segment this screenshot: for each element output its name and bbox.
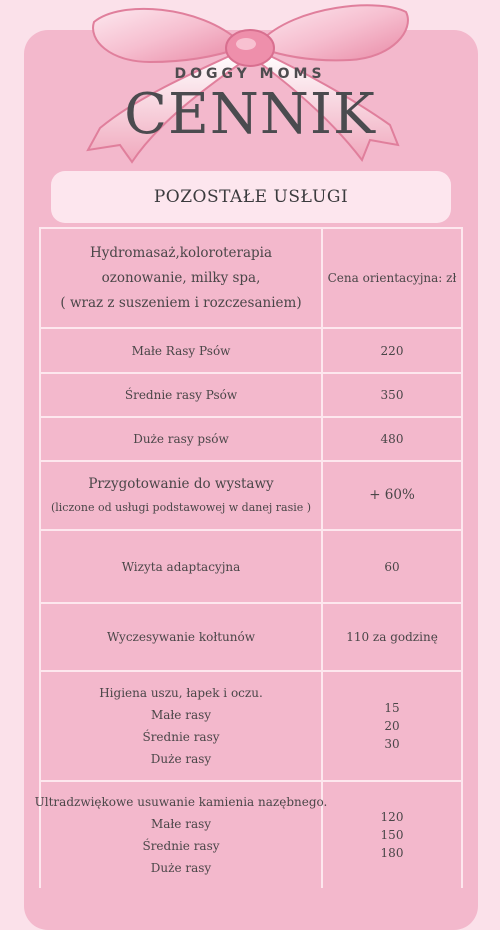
table-row bbox=[41, 531, 461, 604]
table-row bbox=[41, 604, 461, 672]
price-cell: 350 bbox=[380, 388, 404, 402]
price-cell: 60 bbox=[384, 559, 400, 574]
service-cell: Ultradzwiękowe usuwanie kamienia nazębnego. Małe rasy Średnie rasy Duże rasy bbox=[41, 782, 323, 888]
section-header bbox=[51, 171, 451, 223]
price-cell: 110 za godzinę bbox=[346, 630, 438, 644]
service-cell: Duże rasy psów bbox=[41, 418, 323, 460]
page-title: CENNIK bbox=[124, 82, 376, 147]
table-row bbox=[41, 374, 461, 418]
table-row bbox=[41, 672, 461, 782]
brand-name: DOGGY MOMS bbox=[174, 66, 326, 82]
service-cell: Przygotowanie do wystawy (liczone od usługi podstawowej w danej rasie ) bbox=[41, 462, 323, 529]
service-cell: Higiena uszu, łapek i oczu. Małe rasy Średnie rasy Duże rasy bbox=[41, 672, 323, 780]
table-row bbox=[41, 329, 461, 374]
price-cell: 15 20 30 bbox=[384, 701, 400, 751]
table-row bbox=[41, 418, 461, 462]
price-cell: 120 150 180 bbox=[380, 810, 404, 860]
service-cell: Hydromasaż,koloroterapia ozonowanie, milky spa, ( wraz z suszeniem i rozczesaniem) bbox=[41, 229, 323, 327]
price-cell: 480 bbox=[380, 432, 404, 446]
table-row bbox=[41, 229, 461, 329]
service-cell: Wyczesywanie kołtunów bbox=[41, 604, 323, 670]
price-cell: + 60% bbox=[369, 487, 415, 503]
price-cell: 220 bbox=[380, 343, 404, 358]
service-cell: Średnie rasy Psów bbox=[41, 374, 323, 416]
service-cell: Małe Rasy Psów bbox=[41, 329, 323, 372]
service-cell: Wizyta adaptacyjna bbox=[41, 531, 323, 602]
table-row bbox=[34, 782, 461, 888]
table-row bbox=[41, 462, 461, 531]
price-table bbox=[34, 227, 463, 888]
section-title: POZOSTAŁE USŁUGI bbox=[153, 187, 349, 207]
price-cell: Cena orientacyjna: zł bbox=[327, 271, 457, 285]
